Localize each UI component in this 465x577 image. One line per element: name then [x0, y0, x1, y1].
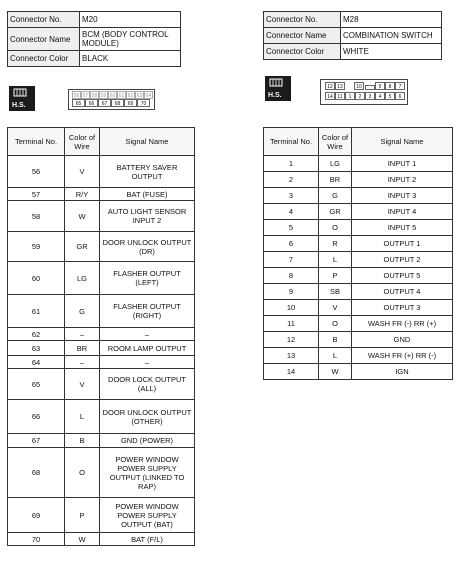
terminal-cell: 67: [8, 434, 65, 448]
hs-label: H.S.: [268, 92, 282, 99]
table-header-row: [8, 128, 195, 156]
terminal-cell: 68: [8, 448, 65, 498]
info-value: COMBINATION SWITCH: [341, 28, 442, 44]
color-cell: G: [65, 295, 100, 328]
pin-cell: 60: [109, 93, 116, 99]
table-row: [264, 364, 453, 380]
terminal-cell: 7: [264, 252, 319, 268]
table-row: [264, 172, 453, 188]
color-cell: W: [319, 364, 352, 380]
header-terminal: Terminal No.: [264, 128, 319, 156]
pin-cell: 64: [145, 93, 152, 99]
signal-cell: FLASHER OUTPUT (RIGHT): [100, 295, 195, 328]
pin-cell: 12: [325, 82, 335, 90]
signal-cell: OUTPUT 1: [352, 236, 453, 252]
pin-cell: 10: [354, 82, 364, 90]
table-row: [8, 369, 195, 400]
color-cell: L: [319, 252, 352, 268]
color-cell: B: [319, 332, 352, 348]
terminal-cell: 62: [8, 328, 65, 341]
color-cell: BR: [65, 341, 100, 356]
color-cell: LG: [319, 156, 352, 172]
harness-connector-icon: [269, 78, 283, 87]
info-value: BCM (BODY CONTROL MODULE): [80, 28, 181, 51]
signal-cell: BAT (F/L): [100, 533, 195, 546]
color-cell: P: [65, 498, 100, 533]
harness-side-badge: [9, 86, 35, 111]
signal-cell: INPUT 1: [352, 156, 453, 172]
color-cell: W: [65, 201, 100, 232]
header-signal: Signal Name: [352, 128, 453, 156]
color-cell: –: [65, 356, 100, 369]
pin-cell: 67: [98, 99, 111, 107]
color-cell: W: [65, 533, 100, 546]
signal-cell: ROOM LAMP OUTPUT: [100, 341, 195, 356]
signal-cell: INPUT 5: [352, 220, 453, 236]
table-row: [8, 262, 195, 295]
signal-cell: INPUT 4: [352, 204, 453, 220]
table-row: [264, 300, 453, 316]
color-cell: B: [65, 434, 100, 448]
pin-cell: 5: [385, 92, 395, 100]
signal-cell: WASH FR (+) RR (-): [352, 348, 453, 364]
terminal-cell: 12: [264, 332, 319, 348]
terminal-table-m28: [263, 127, 453, 380]
pin-cell: 6: [395, 92, 405, 100]
table-row: [264, 316, 453, 332]
table-row: [8, 201, 195, 232]
signal-cell: GND (POWER): [100, 434, 195, 448]
color-cell: BR: [319, 172, 352, 188]
color-cell: –: [65, 328, 100, 341]
color-cell: LG: [65, 262, 100, 295]
terminal-cell: 70: [8, 533, 65, 546]
info-label: Connector No.: [8, 12, 80, 28]
table-row: [8, 434, 195, 448]
table-row: [8, 156, 195, 188]
table-row: [264, 236, 453, 252]
table-row: [264, 188, 453, 204]
color-cell: O: [319, 220, 352, 236]
table-row: [264, 268, 453, 284]
table-row: [8, 448, 195, 498]
terminal-cell: 11: [264, 316, 319, 332]
terminal-cell: 13: [264, 348, 319, 364]
pin-cell: 61: [118, 93, 125, 99]
connector-info-table-m20: [7, 11, 181, 67]
terminal-cell: 56: [8, 156, 65, 188]
harness-side-badge: [265, 76, 291, 101]
terminal-cell: 60: [8, 262, 65, 295]
table-row: [264, 348, 453, 364]
terminal-cell: 69: [8, 498, 65, 533]
terminal-cell: 59: [8, 232, 65, 262]
terminal-cell: 3: [264, 188, 319, 204]
info-row: [264, 44, 442, 60]
table-row: [8, 341, 195, 356]
terminal-cell: 6: [264, 236, 319, 252]
header-color: Color of Wire: [319, 128, 352, 156]
terminal-cell: 64: [8, 356, 65, 369]
pin-cell: 14: [325, 92, 335, 100]
pin-cell: 2: [355, 92, 365, 100]
table-row: [8, 498, 195, 533]
terminal-cell: 2: [264, 172, 319, 188]
color-cell: V: [65, 369, 100, 400]
pin-cell: 65: [72, 99, 85, 107]
info-value: WHITE: [341, 44, 442, 60]
info-row: [264, 12, 442, 28]
terminal-cell: 63: [8, 341, 65, 356]
pin-cell: 57: [82, 93, 89, 99]
connector-lock-tab: [365, 85, 375, 90]
table-header-row: [264, 128, 453, 156]
header-terminal: Terminal No.: [8, 128, 65, 156]
info-row: [8, 12, 181, 28]
color-cell: GR: [65, 232, 100, 262]
info-label: Connector Name: [264, 28, 341, 44]
table-row: [264, 156, 453, 172]
table-row: [8, 328, 195, 341]
pin-cell: 11: [335, 92, 345, 100]
pin-cell: 63: [136, 93, 143, 99]
pin-cell: 68: [111, 99, 124, 107]
harness-connector-icon: [13, 88, 27, 97]
terminal-cell: 66: [8, 400, 65, 434]
pin-cell: 9: [375, 82, 385, 90]
signal-cell: INPUT 2: [352, 172, 453, 188]
color-cell: L: [65, 400, 100, 434]
connector-info-table-m28: [263, 11, 442, 60]
signal-cell: OUTPUT 5: [352, 268, 453, 284]
color-cell: P: [319, 268, 352, 284]
pin-cell: 7: [395, 82, 405, 90]
color-cell: O: [65, 448, 100, 498]
terminal-cell: 5: [264, 220, 319, 236]
table-row: [264, 220, 453, 236]
info-label: Connector Color: [264, 44, 341, 60]
terminal-table-m20: [7, 127, 195, 546]
table-row: [264, 204, 453, 220]
signal-cell: OUTPUT 3: [352, 300, 453, 316]
pin-cell: 4: [375, 92, 385, 100]
info-label: Connector Name: [8, 28, 80, 51]
pin-cell: 69: [124, 99, 137, 107]
pin-cell: 1: [345, 92, 355, 100]
table-row: [264, 332, 453, 348]
connector-face-m20: [68, 89, 155, 110]
header-color: Color of Wire: [65, 128, 100, 156]
color-cell: V: [65, 156, 100, 188]
terminal-cell: 4: [264, 204, 319, 220]
connector-face-m28: [320, 79, 408, 105]
signal-cell: BAT (FUSE): [100, 188, 195, 201]
terminal-cell: 57: [8, 188, 65, 201]
signal-cell: DOOR LOCK OUTPUT (ALL): [100, 369, 195, 400]
pin-cell: 70: [137, 99, 150, 107]
color-cell: R/Y: [65, 188, 100, 201]
table-row: [264, 284, 453, 300]
terminal-cell: 10: [264, 300, 319, 316]
color-cell: O: [319, 316, 352, 332]
signal-cell: BATTERY SAVER OUTPUT: [100, 156, 195, 188]
pin-cell: 62: [127, 93, 134, 99]
signal-cell: DOOR UNLOCK OUTPUT (OTHER): [100, 400, 195, 434]
info-row: [8, 51, 181, 67]
signal-cell: INPUT 3: [352, 188, 453, 204]
pin-cell: 66: [85, 99, 98, 107]
table-row: [8, 232, 195, 262]
info-value: M28: [341, 12, 442, 28]
terminal-cell: 61: [8, 295, 65, 328]
pin-cell: 59: [100, 93, 107, 99]
table-row: [8, 188, 195, 201]
terminal-cell: 8: [264, 268, 319, 284]
color-cell: R: [319, 236, 352, 252]
terminal-cell: 58: [8, 201, 65, 232]
color-cell: G: [319, 188, 352, 204]
signal-cell: OUTPUT 4: [352, 284, 453, 300]
table-row: [8, 400, 195, 434]
table-row: [8, 356, 195, 369]
color-cell: L: [319, 348, 352, 364]
signal-cell: DOOR UNLOCK OUTPUT (DR): [100, 232, 195, 262]
signal-cell: POWER WINDOW POWER SUPPLY OUTPUT (BAT): [100, 498, 195, 533]
terminal-cell: 9: [264, 284, 319, 300]
pin-cell: 3: [365, 92, 375, 100]
pin-cell: 13: [335, 82, 345, 90]
info-label: Connector Color: [8, 51, 80, 67]
terminal-cell: 14: [264, 364, 319, 380]
info-row: [264, 28, 442, 44]
color-cell: V: [319, 300, 352, 316]
signal-cell: FLASHER OUTPUT (LEFT): [100, 262, 195, 295]
signal-cell: AUTO LIGHT SENSOR INPUT 2: [100, 201, 195, 232]
signal-cell: WASH FR (-) RR (+): [352, 316, 453, 332]
terminal-cell: 65: [8, 369, 65, 400]
table-row: [264, 252, 453, 268]
table-row: [8, 533, 195, 546]
info-value: M20: [80, 12, 181, 28]
table-row: [8, 295, 195, 328]
signal-cell: OUTPUT 2: [352, 252, 453, 268]
pin-cell: 58: [91, 93, 98, 99]
info-row: [8, 28, 181, 51]
signal-cell: GND: [352, 332, 453, 348]
signal-cell: POWER WINDOW POWER SUPPLY OUTPUT (LINKED TO RAP): [100, 448, 195, 498]
header-signal: Signal Name: [100, 128, 195, 156]
signal-cell: IGN: [352, 364, 453, 380]
hs-label: H.S.: [12, 102, 26, 109]
signal-cell: –: [100, 356, 195, 369]
pin-cell: 8: [385, 82, 395, 90]
terminal-cell: 1: [264, 156, 319, 172]
signal-cell: –: [100, 328, 195, 341]
color-cell: SB: [319, 284, 352, 300]
info-label: Connector No.: [264, 12, 341, 28]
info-value: BLACK: [80, 51, 181, 67]
color-cell: GR: [319, 204, 352, 220]
pin-cell: 56: [73, 93, 80, 99]
